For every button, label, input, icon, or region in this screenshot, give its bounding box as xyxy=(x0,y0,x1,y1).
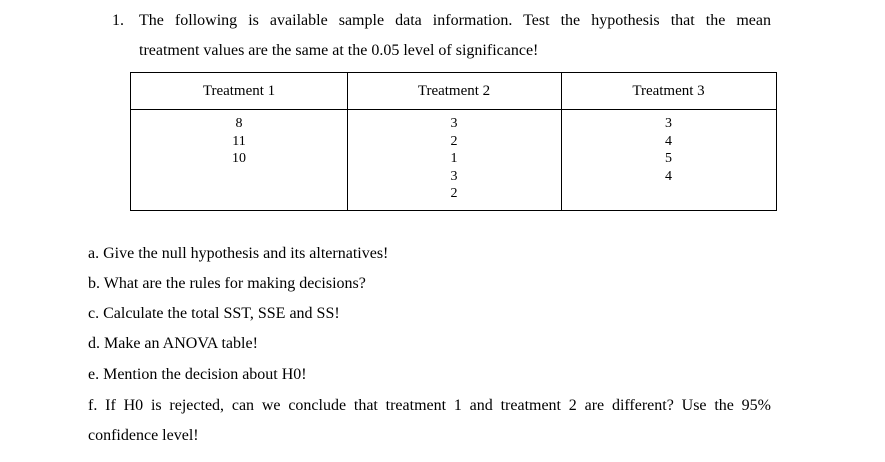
subquestion-d: d. Make an ANOVA table! xyxy=(88,335,258,352)
table-cell: 3 xyxy=(665,116,672,131)
subquestion-a: a. Give the null hypothesis and its alternatives! xyxy=(88,245,389,262)
table-cell: 2 xyxy=(450,186,458,201)
table-cell: 5 xyxy=(665,151,672,166)
header-treatment-3: Treatment 3 xyxy=(632,83,705,99)
subquestion-f-line-1: f. If H0 is rejected, can we conclude that treatment 1 and treatment 2 are different? Use the 95% xyxy=(88,397,771,414)
table-cell: 11 xyxy=(232,133,246,149)
column-treatment-1 xyxy=(131,115,347,168)
subquestion-b: b. What are the rules for making decisions? xyxy=(88,275,366,292)
subquestion-e: e. Mention the decision about H0! xyxy=(88,366,307,383)
question-text-line-2: treatment values are the same at the 0.05 level of significance! xyxy=(139,42,539,59)
table-cell: 8 xyxy=(235,116,243,131)
table-cell: 2 xyxy=(450,133,458,149)
header-treatment-2: Treatment 2 xyxy=(417,83,491,99)
header-divider xyxy=(131,109,776,110)
subquestion-f-line-2: confidence level! xyxy=(88,427,199,444)
data-table xyxy=(130,72,777,211)
table-cell: 10 xyxy=(232,151,246,166)
table-cell: 4 xyxy=(665,168,672,184)
table-cell: 1 xyxy=(450,151,458,166)
column-treatment-2 xyxy=(347,115,561,203)
question-number: 1. xyxy=(112,12,124,29)
question-text-line-1: The following is available sample data information. Test the hypothesis that the mean xyxy=(139,12,771,29)
table-cell: 3 xyxy=(450,168,458,184)
table-cell: 4 xyxy=(665,133,672,149)
column-treatment-3 xyxy=(561,115,776,185)
table-cell: 3 xyxy=(450,116,458,131)
header-treatment-1: Treatment 1 xyxy=(202,83,276,99)
subquestion-c: c. Calculate the total SST, SSE and SS! xyxy=(88,305,340,322)
